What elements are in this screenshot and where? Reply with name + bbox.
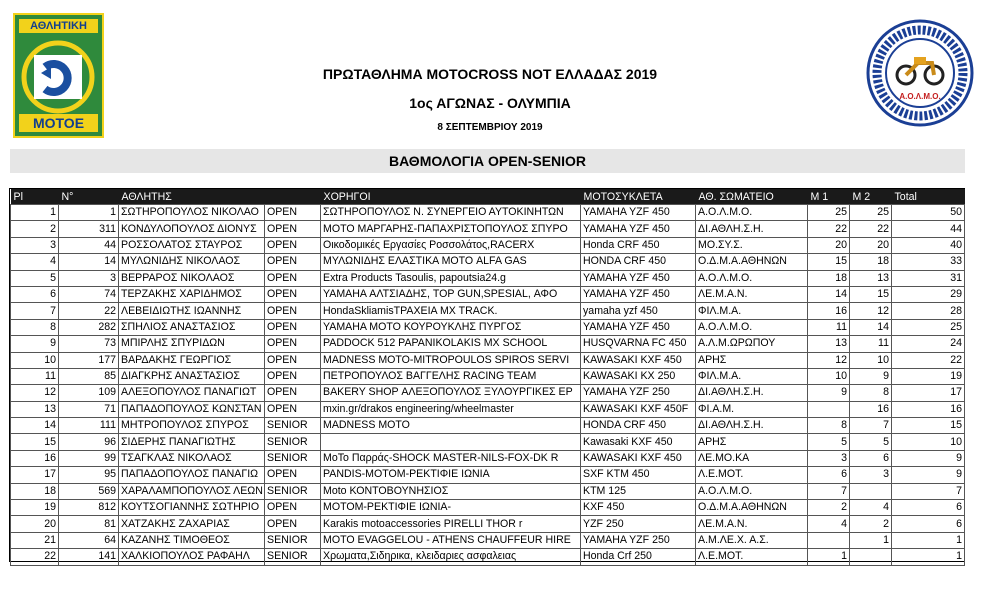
standings-table	[10, 189, 965, 566]
table-row	[11, 352, 965, 368]
cell-total: 16	[892, 401, 965, 417]
table-row	[11, 450, 965, 466]
cell-athlete: ΧΑΤΖΑΚΗΣ ΖΑΧΑΡΙΑΣ	[119, 516, 265, 532]
cell-club: Α.Μ.ΛΕ.Χ. Α.Σ.	[696, 532, 808, 548]
cell-club: Α.Ο.Λ.Μ.Ο.	[696, 319, 808, 335]
cell-athlete: ΤΣΑΓΚΛΑΣ ΝΙΚΟΛΑΟΣ	[119, 450, 265, 466]
cell-moto2: 18	[850, 254, 892, 270]
header-sponsors: ΧΟΡΗΓΟΙ	[321, 189, 581, 205]
cell-motorcycle: SXF KTM 450	[581, 467, 696, 483]
cell-sponsors	[321, 434, 581, 450]
cell-place: 11	[11, 368, 59, 384]
cell-number: 22	[59, 303, 119, 319]
cell-sponsors: ΠΕΤΡΟΠΟΥΛΟΣ ΒΑΓΓΕΛΗΣ RACING TEAM	[321, 368, 581, 384]
cell-athlete: ΑΛΕΞΟΠΟΥΛΟΣ ΠΑΝΑΓΙΩΤ	[119, 385, 265, 401]
cell-total: 31	[892, 270, 965, 286]
cell-number: 311	[59, 221, 119, 237]
cell-motorcycle: YAMAHA YZF 250	[581, 532, 696, 548]
cell-place: 9	[11, 336, 59, 352]
header-number: N°	[59, 189, 119, 205]
cell-athlete: ΧΑΡΑΛΑΜΠΟΠΟΥΛΟΣ ΛΕΩΝ	[119, 483, 265, 499]
table-row	[11, 467, 965, 483]
table-row	[11, 336, 965, 352]
seal-label: Α.Ο.Λ.Μ.Ο.	[899, 92, 941, 101]
table-row	[11, 532, 965, 548]
cell-sponsors: Karakis motoaccessories PIRELLI THOR r	[321, 516, 581, 532]
cell-class: OPEN	[265, 385, 321, 401]
cell-class: OPEN	[265, 270, 321, 286]
cell-number: 74	[59, 286, 119, 302]
cell-place: 22	[11, 549, 59, 565]
cell-place: 21	[11, 532, 59, 548]
cell-place: 1	[11, 205, 59, 221]
cell-club: ΔΙ.ΑΘΛΗ.Σ.Η.	[696, 418, 808, 434]
cell-moto2: 13	[850, 270, 892, 286]
cell-athlete: ΔΙΑΓΚΡΗΣ ΑΝΑΣΤΑΣΙΟΣ	[119, 368, 265, 384]
cell-moto1: 20	[808, 237, 850, 253]
cell-moto1: 25	[808, 205, 850, 221]
cell-athlete: ΜΗΤΡΟΠΟΥΛΟΣ ΣΠΥΡΟΣ	[119, 418, 265, 434]
cell-moto1: 9	[808, 385, 850, 401]
header-class	[265, 189, 321, 205]
cell-total: 7	[892, 483, 965, 499]
cell-total: 28	[892, 303, 965, 319]
cell-place: 17	[11, 467, 59, 483]
table-row	[11, 500, 965, 516]
cell-moto2: 16	[850, 401, 892, 417]
logo-left-top-text: ΑΘΛΗΤΙΚΗ	[19, 19, 98, 33]
cell-motorcycle: yamaha yzf 450	[581, 303, 696, 319]
standings-table-container	[9, 188, 965, 562]
cell-club: ΛΕ.ΜΟ.ΚΑ	[696, 450, 808, 466]
cell-class: OPEN	[265, 516, 321, 532]
cell-number: 1	[59, 205, 119, 221]
cell-athlete: ΒΑΡΔΑΚΗΣ ΓΕΩΡΓΙΟΣ	[119, 352, 265, 368]
cell-number: 109	[59, 385, 119, 401]
cell-motorcycle: YAMAHA YZF 450	[581, 205, 696, 221]
cell-club: Α.Ο.Λ.Μ.Ο.	[696, 205, 808, 221]
cell-club: ΛΕ.Μ.Α.Ν.	[696, 286, 808, 302]
cell-moto1: 1	[808, 549, 850, 565]
section-title: ΒΑΘΜΟΛΟΓΙΑ OPEN-SENIOR	[10, 149, 965, 173]
table-row	[11, 483, 965, 499]
cell-moto2: 22	[850, 221, 892, 237]
cell-place: 19	[11, 500, 59, 516]
cell-moto2: 8	[850, 385, 892, 401]
cell-number: 71	[59, 401, 119, 417]
cell-moto2: 12	[850, 303, 892, 319]
table-row	[11, 549, 965, 565]
cell-motorcycle: HUSQVARNA FC 450	[581, 336, 696, 352]
cell-place: 7	[11, 303, 59, 319]
cell-moto2: 3	[850, 467, 892, 483]
cell-moto2: 4	[850, 500, 892, 516]
table-row	[11, 205, 965, 221]
cell-club: ΑΡΗΣ	[696, 352, 808, 368]
table-row	[11, 286, 965, 302]
cell-class: OPEN	[265, 254, 321, 270]
cell-club: Λ.Ε.ΜΟΤ.	[696, 549, 808, 565]
cell-motorcycle: YAMAHA YZF 450	[581, 221, 696, 237]
cell-place: 20	[11, 516, 59, 532]
cell-sponsors: Extra Products Tasoulis, papoutsia24.g	[321, 270, 581, 286]
cell-club: ΔΙ.ΑΘΛΗ.Σ.Η.	[696, 221, 808, 237]
cell-motorcycle: YZF 250	[581, 516, 696, 532]
cell-moto1: 6	[808, 467, 850, 483]
cell-moto1: 22	[808, 221, 850, 237]
cell-moto1: 15	[808, 254, 850, 270]
cell-sponsors: PADDOCK 512 PAPANIKOLAKIS MX SCHOOL	[321, 336, 581, 352]
cell-motorcycle: YAMAHA YZF 250	[581, 385, 696, 401]
cell-sponsors: ΣΩΤΗΡΟΠΟΥΛΟΣ Ν. ΣΥΝΕΡΓΕΙΟ ΑΥΤΟΚΙΝΗΤΩΝ	[321, 205, 581, 221]
table-row	[11, 401, 965, 417]
cell-sponsors: YAMAHA ΜΟΤΟ ΚΟΥΡΟΥΚΛΗΣ ΠΥΡΓΟΣ	[321, 319, 581, 335]
cell-total: 44	[892, 221, 965, 237]
cell-athlete: ΠΑΠΑΔΟΠΟΥΛΟΣ ΠΑΝΑΓΙΩ	[119, 467, 265, 483]
cell-place: 5	[11, 270, 59, 286]
cell-place: 18	[11, 483, 59, 499]
table-row	[11, 254, 965, 270]
cell-motorcycle: Honda CRF 450	[581, 237, 696, 253]
cell-total: 40	[892, 237, 965, 253]
cell-class: OPEN	[265, 237, 321, 253]
cell-sponsors: Moto ΚΟΝΤΟΒΟΥΝΗΣΙΟΣ	[321, 483, 581, 499]
cell-total: 24	[892, 336, 965, 352]
cell-class: OPEN	[265, 221, 321, 237]
cell-sponsors: MoTo Παρράς-SHOCK MASTER-NILS-FOX-DK R	[321, 450, 581, 466]
cell-club: ΜΟ.ΣΥ.Σ.	[696, 237, 808, 253]
cell-moto2: 11	[850, 336, 892, 352]
cell-sponsors: mxin.gr/drakos engineering/wheelmaster	[321, 401, 581, 417]
cell-athlete: ΜΠΙΡΛΗΣ ΣΠΥΡΙΔΩΝ	[119, 336, 265, 352]
cell-moto2: 1	[850, 532, 892, 548]
cell-athlete: ΚΟΝΔΥΛΟΠΟΥΛΟΣ ΔΙΟΝΥΣ	[119, 221, 265, 237]
cell-place: 4	[11, 254, 59, 270]
cell-number: 812	[59, 500, 119, 516]
header-motorcycle: ΜΟΤΟΣΥΚΛΕΤΑ	[581, 189, 696, 205]
table-row	[11, 221, 965, 237]
cell-class: OPEN	[265, 352, 321, 368]
cell-sponsors: Οικοδομικές Εργασίες Ροσσολάτος,RACERX	[321, 237, 581, 253]
header-place: Pl	[11, 189, 59, 205]
cell-club: Α.Ο.Λ.Μ.Ο.	[696, 483, 808, 499]
cell-moto2: 10	[850, 352, 892, 368]
cell-class: OPEN	[265, 319, 321, 335]
cell-number: 81	[59, 516, 119, 532]
cell-moto2	[850, 549, 892, 565]
cell-moto2: 9	[850, 368, 892, 384]
cell-moto2: 5	[850, 434, 892, 450]
championship-title: ΠΡΩΤΑΘΛΗΜΑ MOTOCROSS NOT ΕΛΛΑΔΑΣ 2019	[322, 66, 658, 82]
cell-motorcycle: KAWASAKI KX 250	[581, 368, 696, 384]
cell-moto2: 14	[850, 319, 892, 335]
cell-total: 15	[892, 418, 965, 434]
cell-total: 6	[892, 516, 965, 532]
cell-number: 85	[59, 368, 119, 384]
table-row	[11, 418, 965, 434]
cell-club: Α.Ο.Λ.Μ.Ο.	[696, 270, 808, 286]
cell-place: 2	[11, 221, 59, 237]
cell-motorcycle: HONDA CRF 450	[581, 418, 696, 434]
cell-place: 13	[11, 401, 59, 417]
cell-moto2: 6	[850, 450, 892, 466]
cell-club: ΦΙ.Α.Μ.	[696, 401, 808, 417]
cell-total: 19	[892, 368, 965, 384]
cell-number: 99	[59, 450, 119, 466]
cell-club: ΦΙΛ.Μ.Α.	[696, 368, 808, 384]
cell-athlete: ΡΟΣΣΟΛΑΤΟΣ ΣΤΑΥΡΟΣ	[119, 237, 265, 253]
cell-place: 12	[11, 385, 59, 401]
cell-class: SENIOR	[265, 532, 321, 548]
cell-moto1	[808, 532, 850, 548]
cell-club: Α.Λ.Μ.ΩΡΩΠΟΥ	[696, 336, 808, 352]
table-row	[11, 368, 965, 384]
table-row	[11, 303, 965, 319]
cell-club: ΦΙΛ.Μ.Α.	[696, 303, 808, 319]
cell-moto1: 5	[808, 434, 850, 450]
cell-motorcycle: YAMAHA YZF 450	[581, 286, 696, 302]
cell-moto1: 10	[808, 368, 850, 384]
cell-moto1: 12	[808, 352, 850, 368]
cell-total: 22	[892, 352, 965, 368]
cell-motorcycle: HONDA CRF 450	[581, 254, 696, 270]
cell-motorcycle: KXF 450	[581, 500, 696, 516]
cell-athlete: ΚΟΥΤΣΟΓΙΑΝΝΗΣ ΣΩΤΗΡΙΟ	[119, 500, 265, 516]
event-title: 1ος ΑΓΩΝΑΣ - ΟΛΥΜΠΙΑ	[409, 95, 571, 111]
cell-moto1: 7	[808, 483, 850, 499]
cell-athlete: ΣΠΗΛΙΟΣ ΑΝΑΣΤΑΣΙΟΣ	[119, 319, 265, 335]
header-moto1: Μ 1	[808, 189, 850, 205]
cell-class: SENIOR	[265, 549, 321, 565]
cell-motorcycle: YAMAHA YZF 450	[581, 319, 696, 335]
cell-athlete: ΤΕΡΖΑΚΗΣ ΧΑΡΙΔΗΜΟΣ	[119, 286, 265, 302]
cell-moto1: 18	[808, 270, 850, 286]
cell-total: 29	[892, 286, 965, 302]
cell-class: OPEN	[265, 286, 321, 302]
cell-motorcycle: Kawasaki KXF 450	[581, 434, 696, 450]
cell-number: 141	[59, 549, 119, 565]
cell-moto2: 7	[850, 418, 892, 434]
cell-moto1: 4	[808, 516, 850, 532]
cell-number: 14	[59, 254, 119, 270]
table-row	[11, 434, 965, 450]
cell-athlete: ΚΑΖΑΝΗΣ ΤΙΜΟΘΕΟΣ	[119, 532, 265, 548]
cell-class: SENIOR	[265, 450, 321, 466]
cell-club: ΔΙ.ΑΘΛΗ.Σ.Η.	[696, 385, 808, 401]
cell-number: 64	[59, 532, 119, 548]
cell-athlete: ΧΑΛΚΙΟΠΟΥΛΟΣ ΡΑΦΑΗΛ	[119, 549, 265, 565]
cell-club: Λ.Ε.ΜΟΤ.	[696, 467, 808, 483]
cell-moto1: 3	[808, 450, 850, 466]
cell-moto2: 2	[850, 516, 892, 532]
cell-sponsors: ΜΟΤΟ ΜΑΡΓΑΡΗΣ-ΠΑΠΑΧΡΙΣΤΟΠΟΥΛΟΣ ΣΠΥΡΟ	[321, 221, 581, 237]
event-date: 8 ΣΕΠΤΕΜΒΡΙΟΥ 2019	[437, 122, 543, 133]
table-row	[11, 319, 965, 335]
cell-total: 1	[892, 549, 965, 565]
cell-club: Ο.Δ.Μ.Α.ΑΘΗΝΩΝ	[696, 500, 808, 516]
cell-moto2: 25	[850, 205, 892, 221]
cell-moto2: 20	[850, 237, 892, 253]
cell-class: SENIOR	[265, 434, 321, 450]
cell-number: 569	[59, 483, 119, 499]
cell-moto1: 11	[808, 319, 850, 335]
cell-total: 6	[892, 500, 965, 516]
cell-class: OPEN	[265, 467, 321, 483]
cell-class: OPEN	[265, 500, 321, 516]
logo-left-bottom-text: MOTOE	[19, 114, 98, 132]
cell-moto2: 15	[850, 286, 892, 302]
cell-sponsors: HondaSkliamisΤΡΑΧΕΙΑ MX TRACK.	[321, 303, 581, 319]
cell-sponsors: MADNESS MOTO	[321, 418, 581, 434]
cell-motorcycle: KAWASAKI KXF 450	[581, 352, 696, 368]
cell-number: 282	[59, 319, 119, 335]
cell-place: 3	[11, 237, 59, 253]
cell-total: 50	[892, 205, 965, 221]
cell-place: 6	[11, 286, 59, 302]
cell-athlete: ΒΕΡΡΑΡΟΣ ΝΙΚΟΛΑΟΣ	[119, 270, 265, 286]
cell-class: OPEN	[265, 368, 321, 384]
table-row	[11, 516, 965, 532]
cell-club: ΑΡΗΣ	[696, 434, 808, 450]
header-club: ΑΘ. ΣΩΜΑΤΕΙΟ	[696, 189, 808, 205]
cell-moto1: 8	[808, 418, 850, 434]
header-total: Total	[892, 189, 965, 205]
cell-moto1	[808, 401, 850, 417]
cell-moto2	[850, 483, 892, 499]
cell-number: 73	[59, 336, 119, 352]
cell-moto1: 13	[808, 336, 850, 352]
cell-number: 96	[59, 434, 119, 450]
cell-moto1: 2	[808, 500, 850, 516]
cell-number: 111	[59, 418, 119, 434]
cell-place: 14	[11, 418, 59, 434]
cell-class: SENIOR	[265, 483, 321, 499]
cell-total: 9	[892, 467, 965, 483]
cell-class: OPEN	[265, 205, 321, 221]
table-row	[11, 237, 965, 253]
cell-motorcycle: KAWASAKI KXF 450	[581, 450, 696, 466]
cell-athlete: ΛΕΒΕΙΔΙΩΤΗΣ ΙΩΑΝΝΗΣ	[119, 303, 265, 319]
cell-number: 44	[59, 237, 119, 253]
cell-class: SENIOR	[265, 418, 321, 434]
cell-total: 10	[892, 434, 965, 450]
cell-athlete: ΣΩΤΗΡΟΠΟΥΛΟΣ ΝΙΚΟΛΑΟ	[119, 205, 265, 221]
cell-place: 16	[11, 450, 59, 466]
cell-number: 3	[59, 270, 119, 286]
table-header-row	[11, 189, 965, 205]
cell-motorcycle: Honda Crf 250	[581, 549, 696, 565]
table-row	[11, 385, 965, 401]
cell-total: 17	[892, 385, 965, 401]
cell-sponsors: ΜΥΛΩΝΙΔΗΣ ΕΛΑΣΤΙΚΑ ΜΟΤΟ ALFA GAS	[321, 254, 581, 270]
cell-class: OPEN	[265, 303, 321, 319]
cell-class: OPEN	[265, 336, 321, 352]
cell-sponsors: Χρωματα,Σιδηρικα, κλειδαριες ασφαλειας	[321, 549, 581, 565]
cell-athlete: ΜΥΛΩΝΙΔΗΣ ΝΙΚΟΛΑΟΣ	[119, 254, 265, 270]
cell-athlete: ΠΑΠΑΔΟΠΟΥΛΟΣ ΚΩΝΣΤΑΝ	[119, 401, 265, 417]
cell-sponsors: MADNESS MOTO-MITROPOULOS SPIROS SERVI	[321, 352, 581, 368]
cell-motorcycle: YAMAHA YZF 450	[581, 270, 696, 286]
cell-sponsors: MOTOM-ΡΕΚΤΙΦΙΕ ΙΩΝΙΑ-	[321, 500, 581, 516]
cell-class: OPEN	[265, 401, 321, 417]
cell-sponsors: PANDIS-MOTOM-ΡΕΚΤΙΦΙΕ ΙΩΝΙΑ	[321, 467, 581, 483]
cell-motorcycle: KTM 125	[581, 483, 696, 499]
cell-moto1: 16	[808, 303, 850, 319]
cell-club: Ο.Δ.Μ.Α.ΑΘΗΝΩΝ	[696, 254, 808, 270]
cell-place: 15	[11, 434, 59, 450]
cell-place: 8	[11, 319, 59, 335]
cell-number: 95	[59, 467, 119, 483]
cell-moto1: 14	[808, 286, 850, 302]
cell-total: 9	[892, 450, 965, 466]
cell-total: 25	[892, 319, 965, 335]
header-moto2: Μ 2	[850, 189, 892, 205]
cell-total: 33	[892, 254, 965, 270]
cell-sponsors: BAKERY SHOP ΑΛΕΞΟΠΟΥΛΟΣ ΞΥΛΟΥΡΓΙΚΕΣ ΕΡ	[321, 385, 581, 401]
cell-sponsors: MOTO EVAGGELOU - ATHENS CHAUFFEUR HIRE	[321, 532, 581, 548]
table-row	[11, 270, 965, 286]
cell-place: 10	[11, 352, 59, 368]
cell-club: ΛΕ.Μ.Α.Ν.	[696, 516, 808, 532]
cell-total: 1	[892, 532, 965, 548]
cell-number: 177	[59, 352, 119, 368]
header-athlete: ΑΘΛΗΤΗΣ	[119, 189, 265, 205]
cell-motorcycle: KAWASAKI KXF 450F	[581, 401, 696, 417]
cell-sponsors: YAMAHA ΑΛΤΣΙΑΔΗΣ, TOP GUN,SPESIAL, ΑΦΟ	[321, 286, 581, 302]
cell-athlete: ΣΙΔΕΡΗΣ ΠΑΝΑΓΙΩΤΗΣ	[119, 434, 265, 450]
